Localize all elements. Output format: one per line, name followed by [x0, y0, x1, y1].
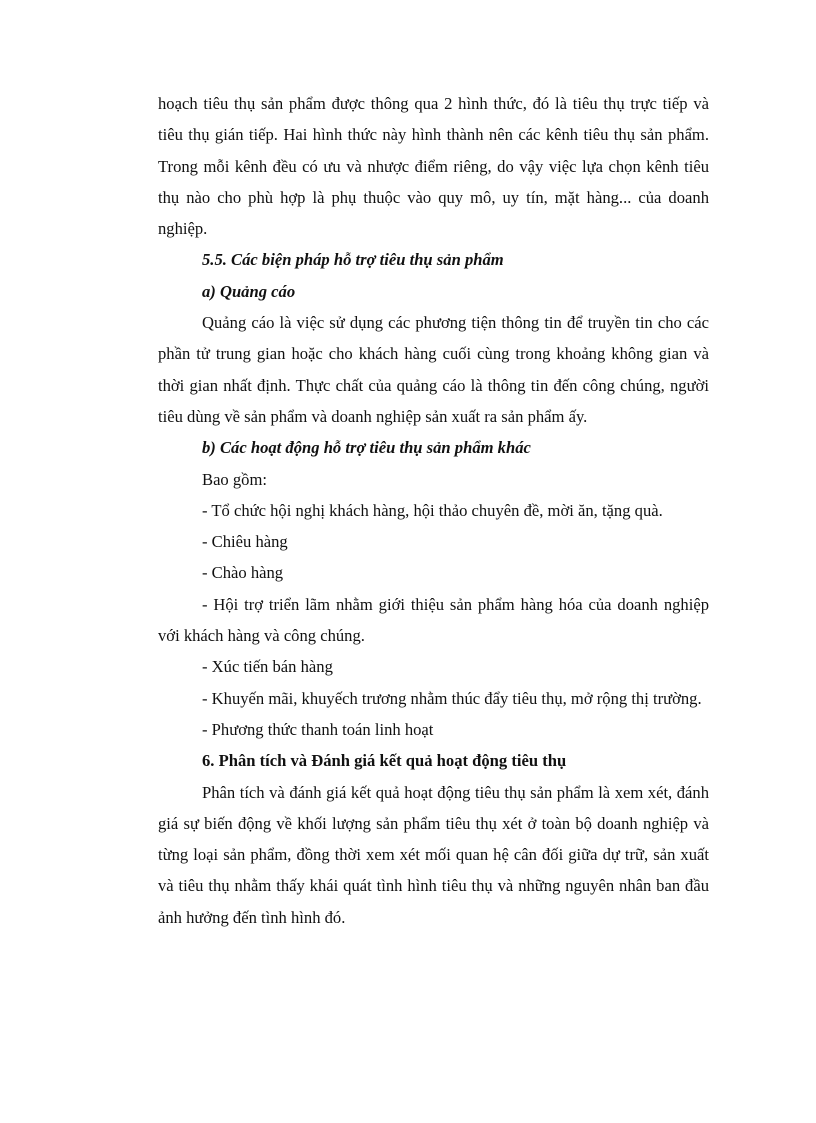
list-item: - Xúc tiến bán hàng	[202, 657, 333, 677]
document-page	[158, 88, 709, 933]
subsection-b-heading: b) Các hoạt động hỗ trợ tiêu thụ sản phẩm khác	[202, 438, 531, 458]
section-6-heading: 6. Phân tích và Đánh giá kết quả hoạt động tiêu thụ	[202, 751, 567, 771]
list-item: - Hội trợ triển lãm nhằm giới thiệu sản phẩm hàng hóa của doanh nghiệp với khách hàng và công chúng.	[158, 594, 709, 646]
list-item: - Chiêu hàng	[202, 532, 288, 552]
list-item: - Khuyến mãi, khuyếch trương nhằm thúc đẩy tiêu thụ, mở rộng thị trường.	[202, 688, 702, 708]
list-intro: Bao gồm:	[202, 469, 267, 489]
analysis-paragraph: Phân tích và đánh giá kết quả hoạt động tiêu thụ sản phẩm là xem xét, đánh giá sự biến động về khối lượng sản phẩm tiêu thụ xét ở toàn bộ doanh nghiệp và từng loại sản phẩm, đồng thời xem xét mối quan hệ cân đối giữa dự trữ, sản xuất và tiêu thụ nhằm thấy khái quát tình hình tiêu thụ và những nguyên nhân ban đầu ảnh hưởng đến tình hình đó.	[158, 782, 709, 927]
subsection-a-heading: a) Quảng cáo	[202, 281, 296, 301]
list-item: - Chào hàng	[202, 563, 284, 583]
section-5-5-heading: 5.5. Các biện pháp hỗ trợ tiêu thụ sản phẩm	[202, 250, 504, 270]
advertising-paragraph: Quảng cáo là việc sử dụng các phương tiện thông tin để truyền tin cho các phần tử trung gian hoặc cho khách hàng cuối cùng trong khoảng không gian và thời gian nhất định. Thực chất của quảng cáo là thông tin đến công chúng, người tiêu dùng về sản phẩm và doanh nghiệp sản xuất ra sản phẩm ấy.	[158, 313, 709, 426]
list-item: - Tổ chức hội nghị khách hàng, hội thảo chuyên đề, mời ăn, tặng quà.	[202, 500, 663, 520]
list-item: - Phương thức thanh toán linh hoạt	[202, 719, 434, 739]
intro-paragraph: hoạch tiêu thụ sản phẩm được thông qua 2 hình thức, đó là tiêu thụ trực tiếp và tiêu thụ gián tiếp. Hai hình thức này hình thành nên các kênh tiêu thụ sản phẩm. Trong mỗi kênh đều có ưu và nhược điểm riêng, do vậy việc lựa chọn kênh tiêu thụ nào cho phù hợp là phụ thuộc vào quy mô, uy tín, mặt hàng... của doanh nghiệp.	[158, 94, 709, 239]
